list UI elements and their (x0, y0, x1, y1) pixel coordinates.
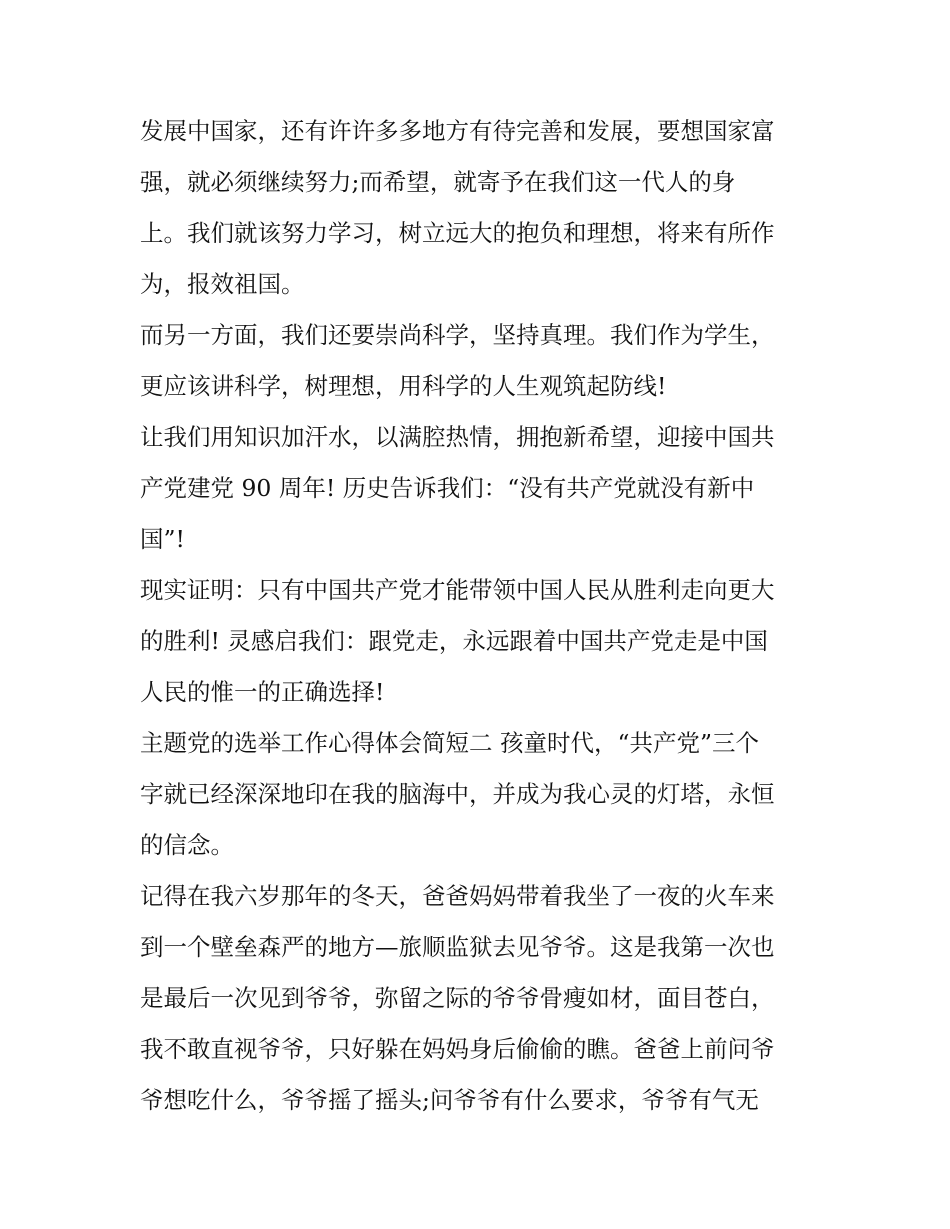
text-line: 更应该讲科学，树理想，用科学的人生观筑起防线! (140, 372, 667, 400)
text-line: 字就已经深深地印在我的脑海中，并成为我心灵的灯塔，永恒 (140, 780, 775, 808)
text-line: 现实证明：只有中国共产党才能带领中国人民从胜利走向更大 (140, 576, 775, 604)
text-line: 记得在我六岁那年的冬天，爸爸妈妈带着我坐了一夜的火车来 (140, 882, 775, 910)
text-line: 为，报效祖国。 (140, 270, 305, 298)
text-line: 发展中国家，还有许许多多地方有待完善和发展，要想国家富 (140, 117, 775, 145)
text-line: 而另一方面，我们还要崇尚科学，坚持真理。我们作为学生， (140, 321, 775, 349)
text-line: 主题党的选举工作心得体会简短二 孩童时代，“共产党”三个 (140, 729, 759, 757)
text-line: 到一个壁垒森严的地方—旅顺监狱去见爷爷。这是我第一次也 (140, 933, 775, 961)
text-line: 我不敢直视爷爷，只好躲在妈妈身后偷偷的瞧。爸爸上前问爷 (140, 1035, 775, 1063)
text-line: 产党建党 90 周年! 历史告诉我们：“没有共产党就没有新中 (140, 474, 755, 502)
body-text (140, 106, 820, 1126)
text-line: 强，就必须继续努力;而希望，就寄予在我们这一代人的身 (140, 168, 736, 196)
text-line: 的信念。 (140, 831, 234, 859)
text-line: 国”! (140, 525, 185, 553)
text-line: 让我们用知识加汗水，以满腔热情，拥抱新希望，迎接中国共 (140, 423, 775, 451)
text-line: 上。我们就该努力学习，树立远大的抱负和理想，将来有所作 (140, 219, 775, 247)
text-line: 是最后一次见到爷爷，弥留之际的爷爷骨瘦如材，面目苍白， (140, 984, 775, 1012)
text-line: 的胜利! 灵感启我们：跟党走，永远跟着中国共产党走是中国 (140, 627, 768, 655)
text-line: 爷想吃什么，爷爷摇了摇头;问爷爷有什么要求，爷爷有气无 (140, 1086, 759, 1114)
text-line: 人民的惟一的正确选择! (140, 678, 385, 706)
